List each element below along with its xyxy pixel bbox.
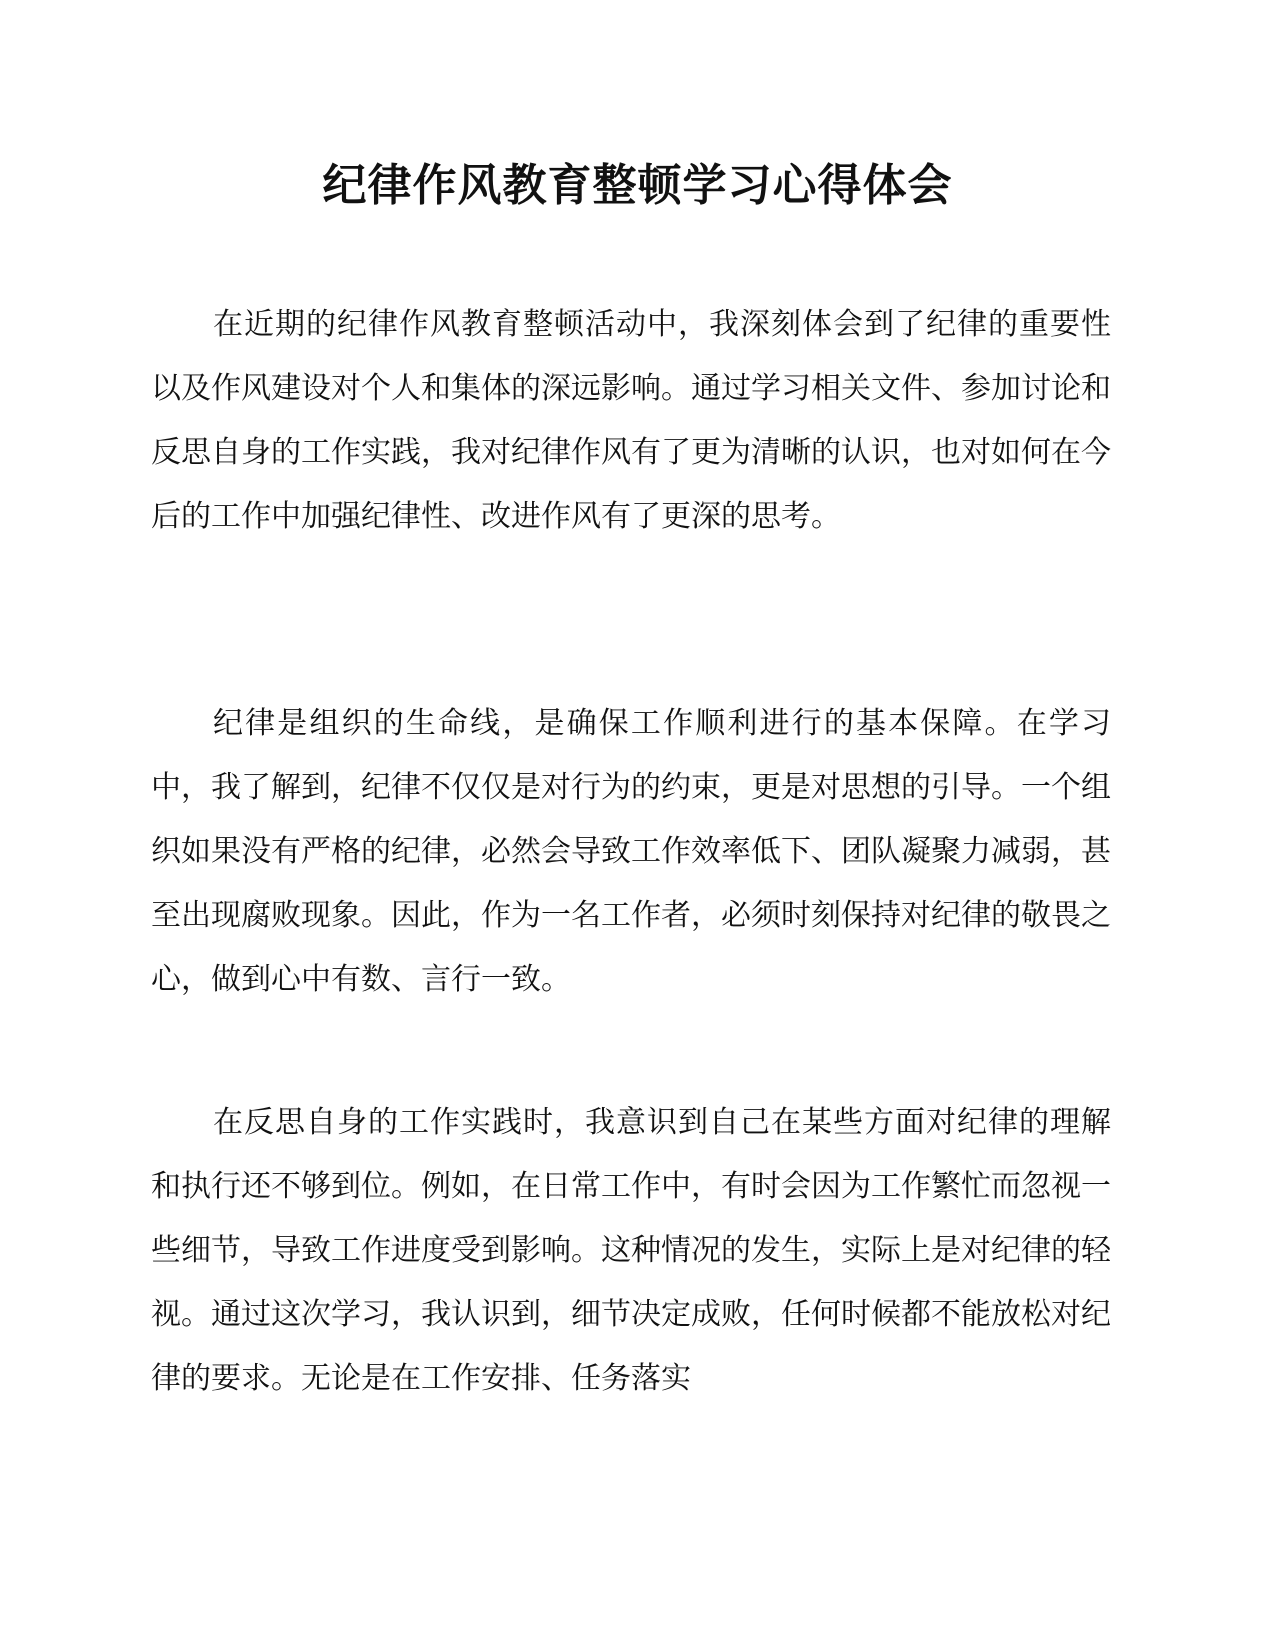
paragraph-1: 在近期的纪律作风教育整顿活动中，我深刻体会到了纪律的重要性以及作风建设对个人和集体的深远影响。通过学习相关文件、参加讨论和反思自身的工作实践，我对纪律作风有了更为清晰的认识，也对如何在今后的工作中加强纪律性、改进作风有了更深的思考。	[151, 307, 1111, 534]
paragraph-3: 在反思自身的工作实践时，我意识到自己在某些方面对纪律的理解和执行还不够到位。例如，在日常工作中，有时会因为工作繁忙而忽视一些细节，导致工作进度受到影响。这种情况的发生，实际上是对纪律的轻视。通过这次学习，我认识到，细节决定成败，任何时候都不能放松对纪律的要求。无论是在工作安排、任务落实	[151, 1105, 1111, 1396]
paragraph-2: 纪律是组织的生命线，是确保工作顺利进行的基本保障。在学习中，我了解到，纪律不仅仅是对行为的约束，更是对思想的引导。一个组织如果没有严格的纪律，必然会导致工作效率低下、团队凝聚力减弱，甚至出现腐败现象。因此，作为一名工作者，必须时刻保持对纪律的敬畏之心，做到心中有数、言行一致。	[151, 706, 1111, 997]
document-title: 纪律作风教育整顿学习心得体会	[322, 160, 953, 211]
